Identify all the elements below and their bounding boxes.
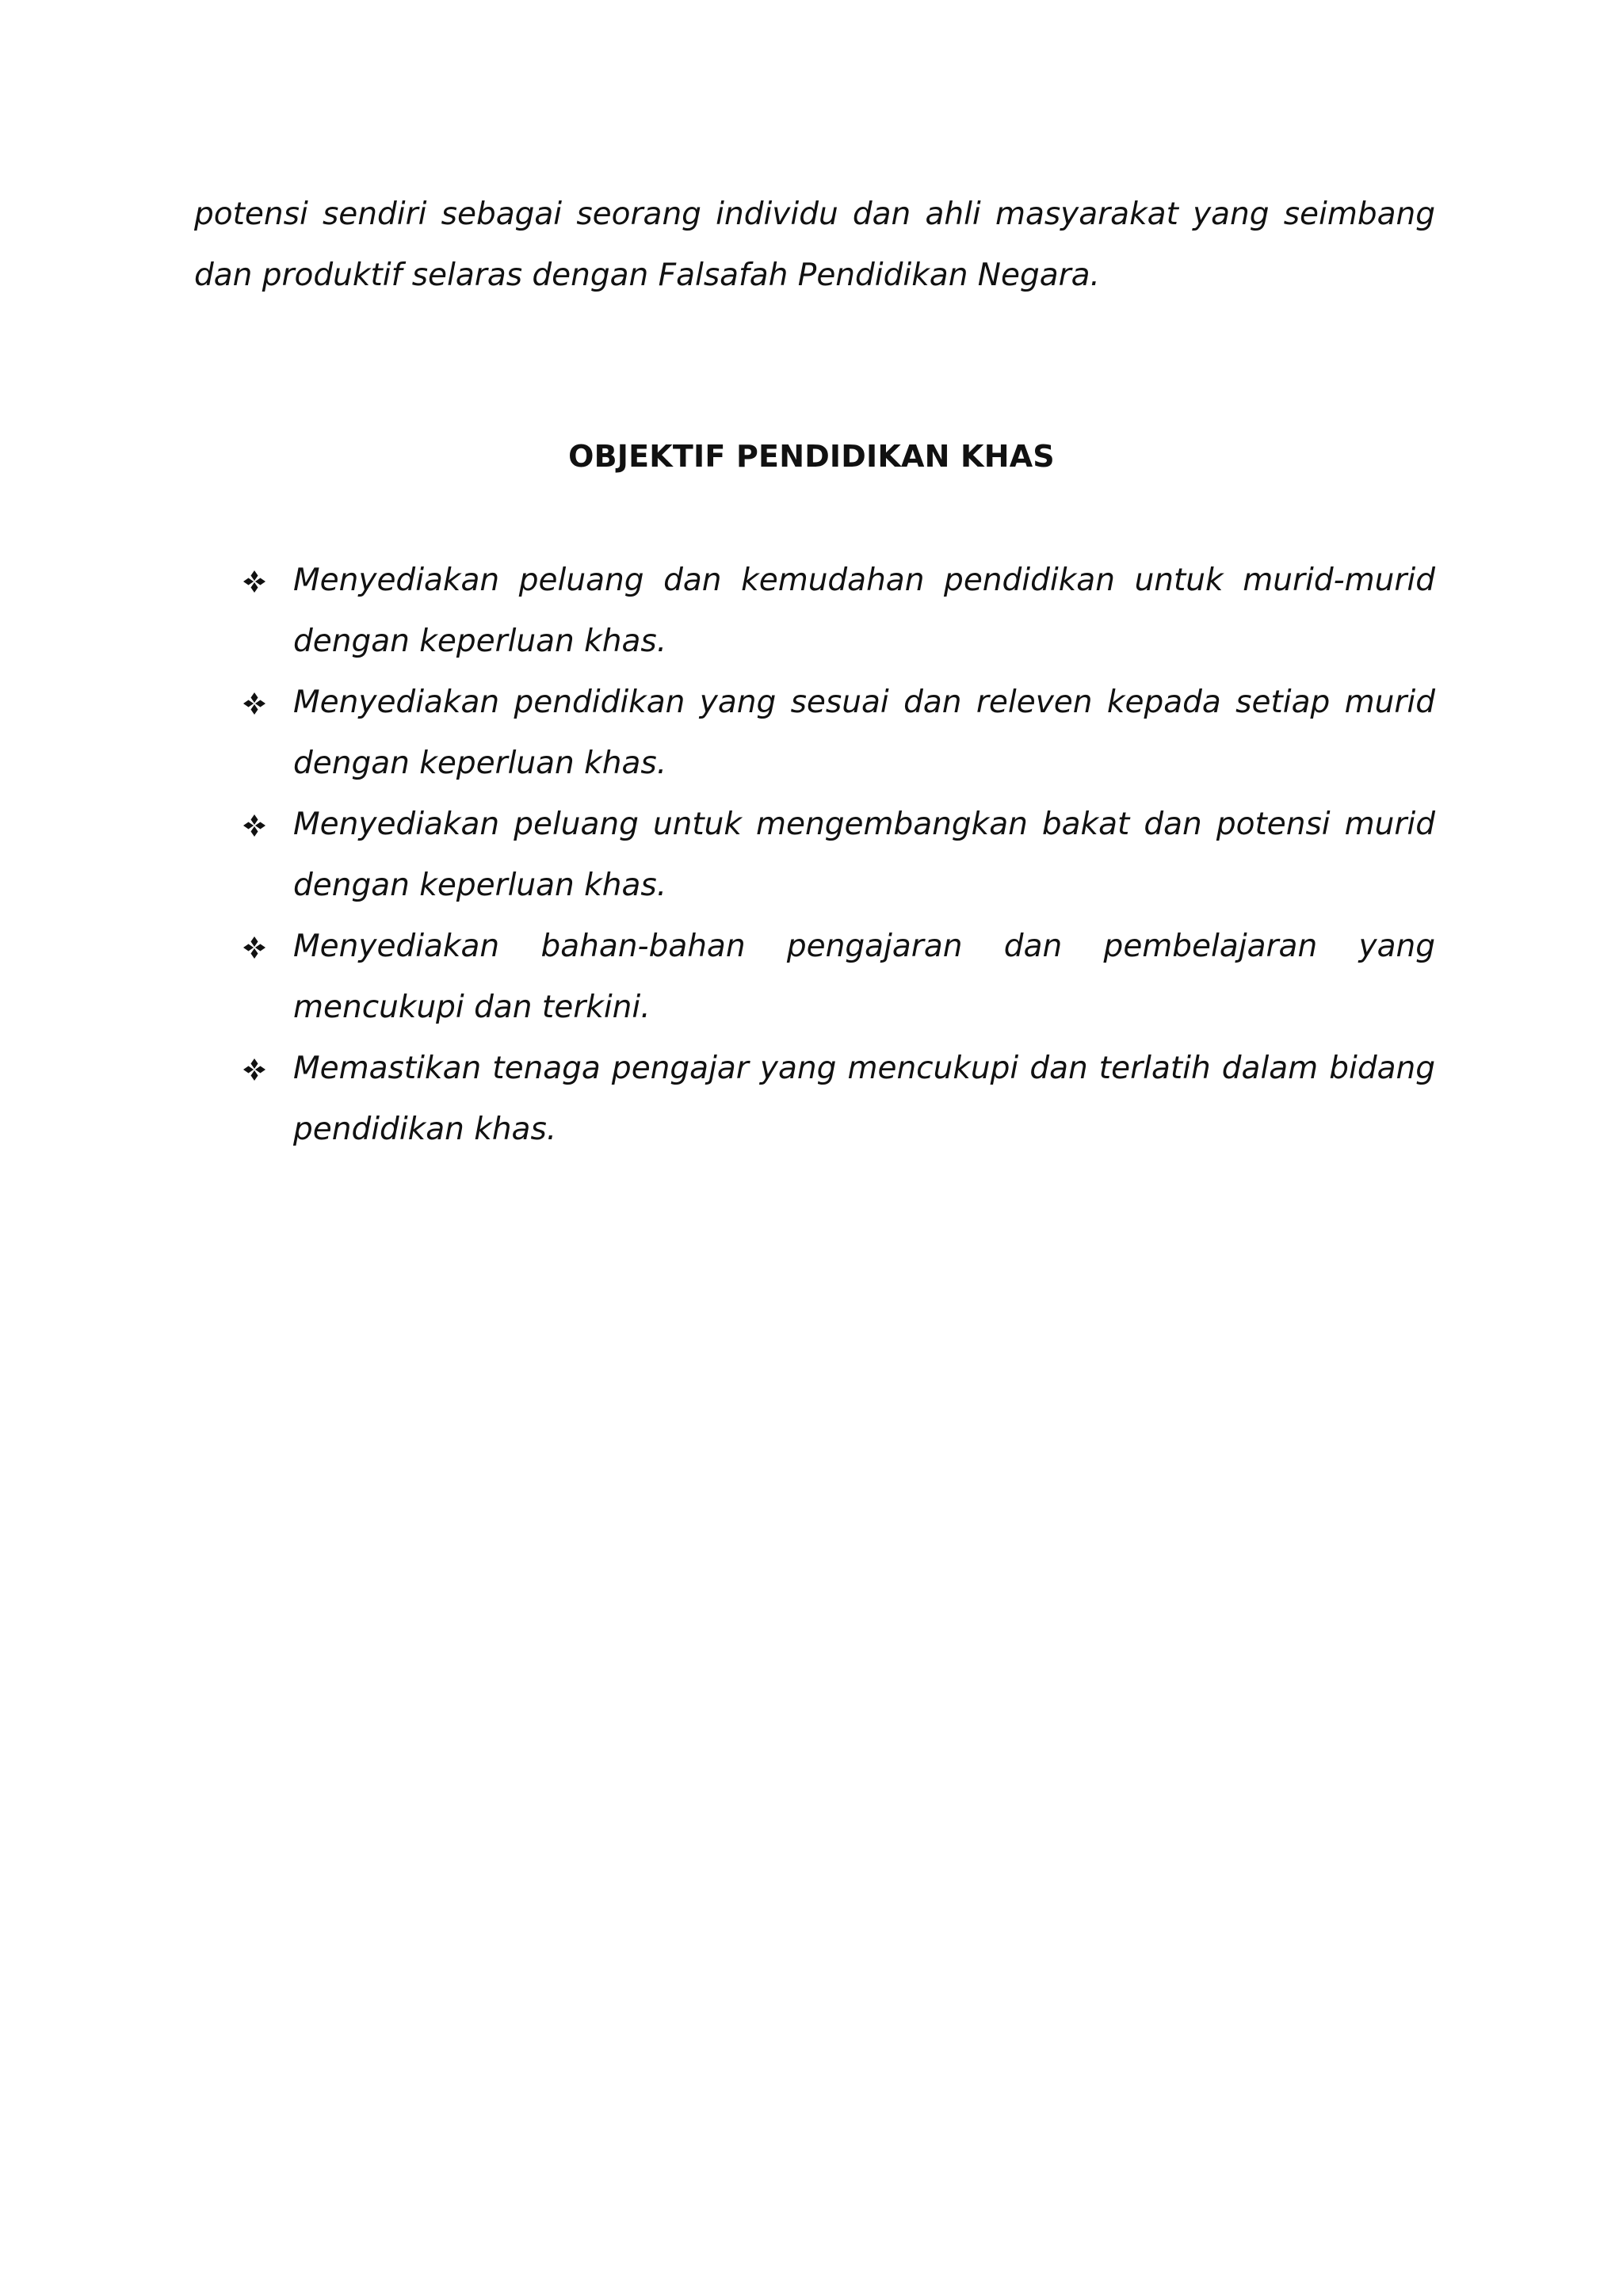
four-diamond-bullet-icon bbox=[242, 1058, 266, 1081]
four-diamond-bullet-icon bbox=[242, 570, 266, 593]
objective-item bbox=[242, 794, 1435, 916]
four-diamond-bullet-icon bbox=[242, 692, 266, 715]
objective-item bbox=[242, 1038, 1435, 1160]
objective-text: Menyediakan bahan-bahan pengajaran dan pembelajaran yang mencukupi dan terkini. bbox=[293, 929, 1435, 1025]
objectives-list bbox=[242, 550, 1435, 1160]
objective-text: Menyediakan peluang dan kemudahan pendidikan untuk murid-murid dengan keperluan khas. bbox=[293, 563, 1435, 659]
objective-item bbox=[242, 550, 1435, 672]
objective-item bbox=[242, 672, 1435, 794]
section-heading: OBJEKTIF PENDIDIKAN KHAS bbox=[568, 439, 1055, 474]
four-diamond-bullet-icon bbox=[242, 936, 266, 959]
objective-text: Memastikan tenaga pengajar yang mencukupi dan terlatih dalam bidang pendidikan khas. bbox=[293, 1051, 1435, 1147]
intro-paragraph: potensi sendiri sebagai seorang individu dan ahli masyarakat yang seimbang dan produktif selaras dengan Falsafah Pendidikan Negara. bbox=[194, 196, 1435, 293]
four-diamond-bullet-icon bbox=[242, 814, 266, 837]
objective-text: Menyediakan peluang untuk mengembangkan bakat dan potensi murid dengan keperluan khas. bbox=[293, 807, 1435, 903]
objective-item bbox=[242, 916, 1435, 1038]
objective-text: Menyediakan pendidikan yang sesuai dan releven kepada setiap murid dengan keperluan khas. bbox=[293, 685, 1435, 781]
